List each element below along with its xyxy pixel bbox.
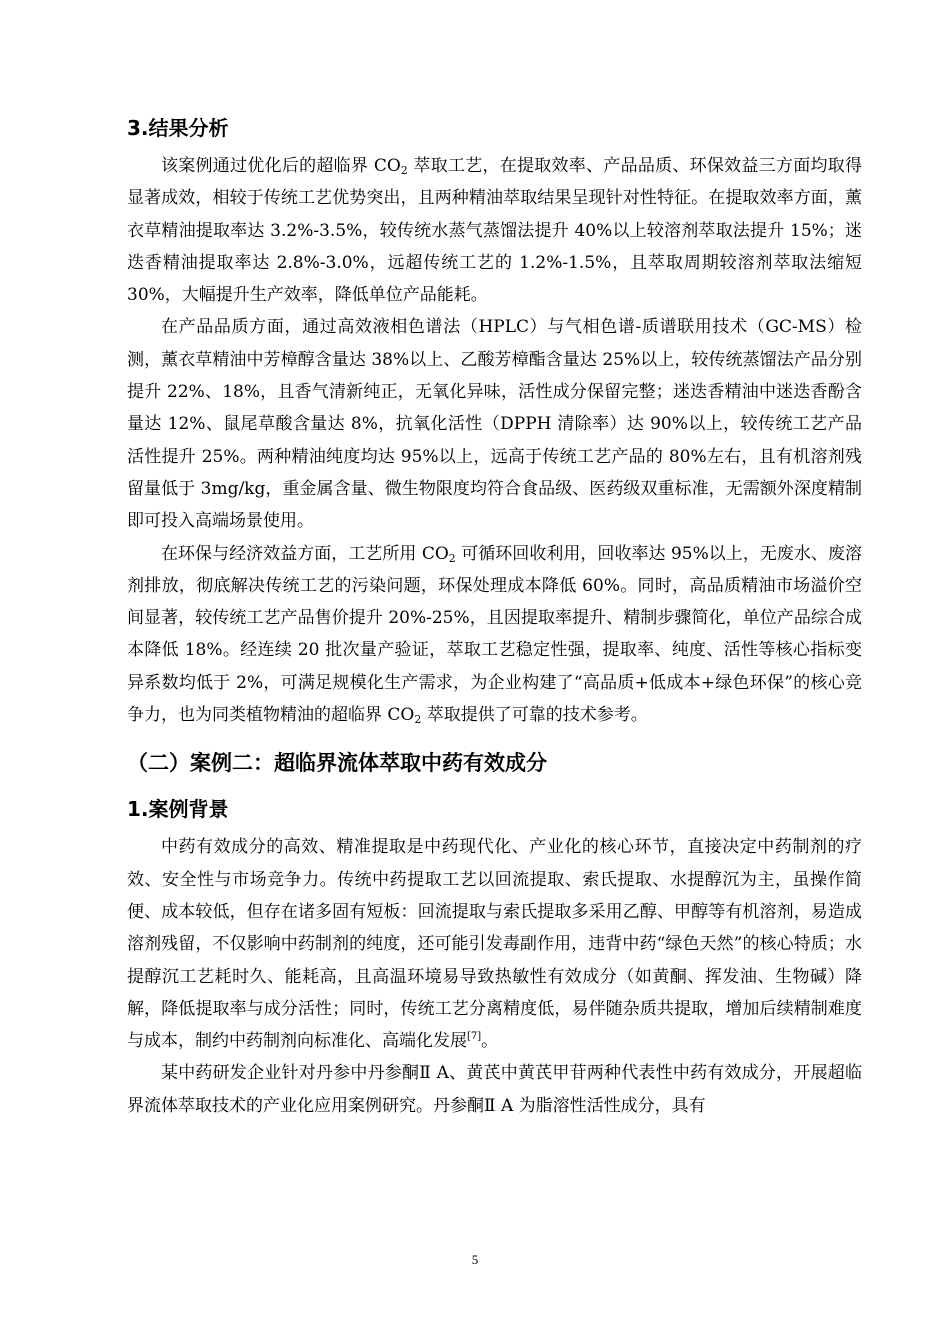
- text-run: 在环保与经济效益方面，工艺所用 CO: [161, 543, 449, 564]
- background-paragraph-1: [127, 831, 862, 1057]
- citation-superscript: [7]: [467, 1031, 482, 1043]
- results-paragraph-3: [127, 538, 862, 732]
- results-heading: 3.结果分析: [127, 116, 229, 140]
- text-run: 可循环回收利用，回收率达 95%以上，无废水、废溶剂排放，彻底解决传统工艺的污染问题，环保处理成本降低 60%。同时，高品质精油市场溢价空间显著，较传统工艺产品售价提升 20%-25%，且因提取率提升、精制步骤简化，单位产品综合成本降低 18%。经连续 20 批次量产验证，萃取工艺稳定性强，提取率、纯度、活性等核心指标变异系数均低于 2%，可满足规模化生产需求，为企业构建了“高品质+低成本+绿色环保”的核心竞争力，也为同类植物精油的超临界 CO: [127, 543, 862, 726]
- results-paragraph-2: [127, 311, 862, 537]
- subscript-text: 2: [400, 164, 408, 177]
- text-run: 在产品品质方面，通过高效液相色谱法（HPLC）与气相色谱-质谱联用技术（GC-MS）检测，薰衣草精油中芳樟醇含量达 38%以上、乙酸芳樟酯含量达 25%以上，较传统蒸馏法产品分别提升 22%、18%，且香气清新纯正，无氧化异味，活性成分保留完整；迷迭香精油中迷迭香酚含量达 12%、鼠尾草酸含量达 8%，抗氧化活性（DPPH 清除率）达 90%以上，较传统工艺产品活性提升 25%。两种精油纯度均达 95%以上，远高于传统工艺产品的 80%左右，且有机溶剂残留量低于 3mg/kg，重金属含量、微生物限度均符合食品级、医药级双重标准，无需额外深度精制即可投入高端场景使用。: [127, 317, 862, 532]
- text-run: 。: [481, 1031, 499, 1052]
- background-heading: 1.案例背景: [127, 797, 229, 822]
- results-paragraph-1: [127, 150, 862, 311]
- background-paragraph-2: [127, 1057, 862, 1122]
- text-run: 萃取工艺，在提取效率、产品品质、环保效益三方面均取得显著成效，相较于传统工艺优势突出，且两种精油萃取结果呈现针对性特征。在提取效率方面，薰衣草精油提取率达 3.2%-3.5%，较传统水蒸气蒸馏法提升 40%以上较溶剂萃取法提升 15%；迷迭香精油提取率达 2.8%-3.0%，远超传统工艺的 1.2%-1.5%，且萃取周期较溶剂萃取法缩短 30%，大幅提升生产效率，降低单位产品能耗。: [127, 156, 862, 306]
- text-run: 某中药研发企业针对丹参中丹参酮Ⅱ A、黄芪中黄芪甲苷两种代表性中药有效成分，开展超临界流体萃取技术的产业化应用案例研究。丹参酮Ⅱ A 为脂溶性活性成分，具有: [127, 1063, 862, 1116]
- subscript-text: 2: [448, 551, 456, 565]
- subscript-text: 2: [414, 713, 422, 727]
- text-run: 该案例通过优化后的超临界 CO: [161, 156, 401, 176]
- case2-heading: （二）案例二：超临界流体萃取中药有效成分: [127, 751, 547, 776]
- page-body: [127, 110, 862, 1122]
- page-number: 5: [471, 1252, 479, 1267]
- text-run: 萃取提供了可靠的技术参考。: [421, 705, 648, 726]
- text-run: 中药有效成分的高效、精准提取是中药现代化、产业化的核心环节，直接决定中药制剂的疗效、安全性与市场竞争力。传统中药提取工艺以回流提取、索氏提取、水提醇沉为主，虽操作简便、成本较低，但存在诸多固有短板：回流提取与索氏提取多采用乙醇、甲醇等有机溶剂，易造成溶剂残留，不仅影响中药制剂的纯度，还可能引发毒副作用，违背中药“绿色天然”的核心特质；水提醇沉工艺耗时久、能耗高，且高温环境易导致热敏性有效成分（如黄酮、挥发油、生物碱）降解，降低提取率与成分活性；同时，传统工艺分离精度低，易伴随杂质共提取，增加后续精制难度与成本，制约中药制剂向标准化、高端化发展: [127, 837, 862, 1052]
